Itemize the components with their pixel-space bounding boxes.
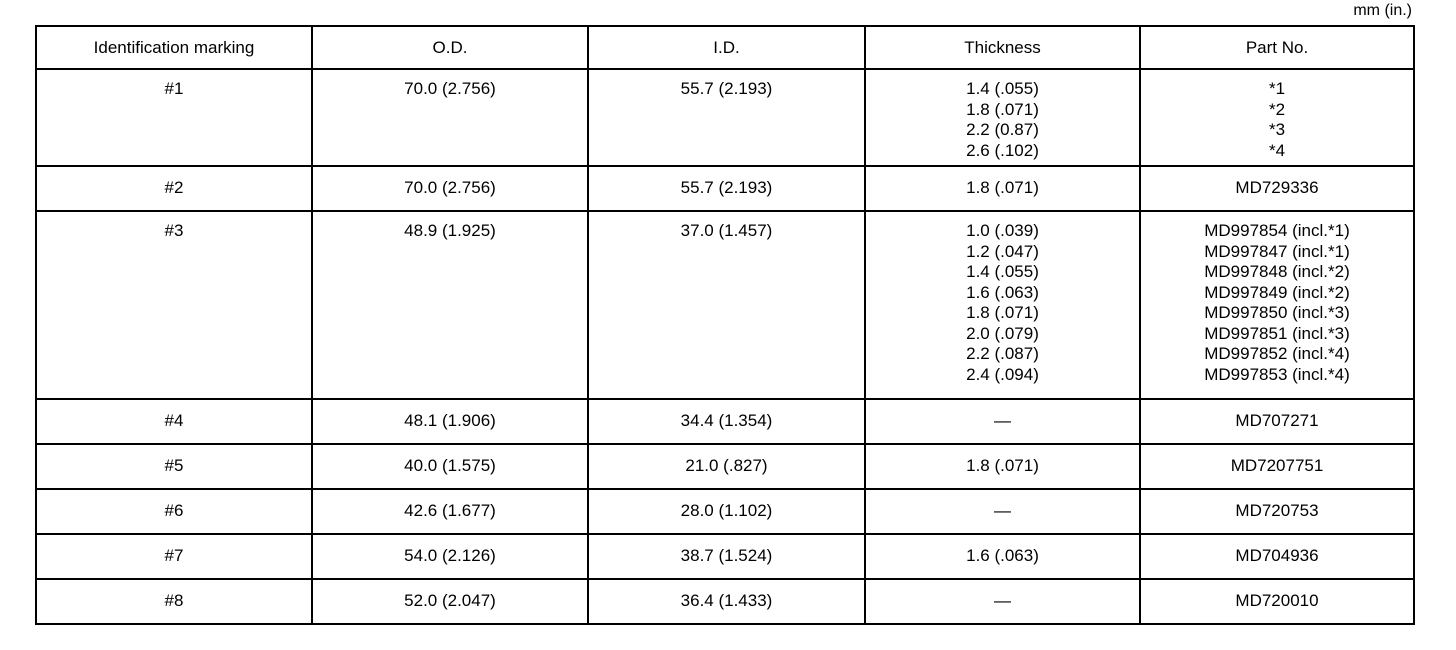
unit-note: mm (in.)	[1353, 2, 1412, 19]
table-row	[36, 444, 1414, 489]
thickness-cell	[865, 579, 1140, 624]
part-no-cell-line: MD729336	[1235, 178, 1319, 198]
part-no-cell-line: MD997852 (incl.*4)	[1204, 344, 1350, 363]
thickness-cell-line: 1.4 (.055)	[966, 262, 1039, 281]
part-no-cell-lines	[1235, 178, 1318, 199]
thickness-cell	[865, 399, 1140, 444]
id-cell-text: 34.4 (1.354)	[680, 411, 773, 431]
part-no-cell	[1140, 211, 1414, 399]
id-cell	[588, 444, 865, 489]
column-header-thickness: Thickness	[865, 26, 1140, 69]
table-row	[36, 399, 1414, 444]
identification-cell	[36, 444, 312, 489]
column-header-part-no: Part No.	[1140, 26, 1414, 69]
identification-cell-text: #4	[164, 411, 184, 431]
table-row	[36, 534, 1414, 579]
thickness-cell-line: 2.2 (.087)	[966, 344, 1039, 363]
od-cell-text: 42.6 (1.677)	[404, 501, 496, 521]
part-no-cell-lines	[1204, 221, 1350, 385]
id-cell-text: 21.0 (.827)	[685, 456, 768, 476]
part-no-cell-line: *3	[1268, 120, 1286, 139]
part-no-cell-line: MD997849 (incl.*2)	[1204, 282, 1350, 302]
identification-cell-text: #6	[164, 501, 184, 521]
part-no-cell-lines	[1235, 591, 1318, 612]
thickness-cell-line: —	[994, 411, 1011, 431]
table-row	[36, 166, 1414, 211]
thickness-cell-line: 1.8 (.071)	[966, 178, 1039, 198]
od-cell-text: 52.0 (2.047)	[404, 591, 496, 611]
part-no-cell-line: MD997847 (incl.*1)	[1204, 241, 1350, 261]
part-no-cell-line: MD704936	[1235, 546, 1319, 566]
part-no-cell	[1140, 579, 1414, 624]
thickness-cell-line: 2.0 (.079)	[966, 323, 1039, 343]
id-cell	[588, 579, 865, 624]
id-cell-text: 36.4 (1.433)	[680, 591, 773, 611]
table-row	[36, 579, 1414, 624]
table-row	[36, 69, 1414, 166]
thickness-cell-lines	[966, 221, 1039, 385]
identification-cell-text: #3	[164, 221, 184, 240]
part-no-cell-lines	[1231, 456, 1324, 477]
part-no-cell	[1140, 166, 1414, 211]
identification-cell	[36, 489, 312, 534]
identification-cell	[36, 399, 312, 444]
table-body	[36, 69, 1414, 624]
id-cell	[588, 489, 865, 534]
od-cell	[312, 579, 588, 624]
id-cell-text: 55.7 (2.193)	[680, 178, 773, 198]
identification-cell	[36, 69, 312, 166]
od-cell-text: 48.1 (1.906)	[404, 411, 496, 431]
thickness-cell-line: —	[994, 591, 1011, 611]
id-cell-text: 55.7 (2.193)	[680, 79, 773, 98]
thickness-cell-lines	[994, 591, 1011, 612]
id-cell	[588, 211, 865, 399]
thickness-cell-lines	[966, 456, 1039, 477]
identification-cell-text: #1	[164, 79, 184, 98]
table-header-row	[36, 26, 1414, 69]
part-no-cell-line: MD997851 (incl.*3)	[1204, 323, 1350, 343]
part-no-cell-line: MD720753	[1235, 501, 1319, 521]
identification-cell-text: #8	[164, 591, 184, 611]
part-no-cell	[1140, 69, 1414, 166]
table-row	[36, 211, 1414, 399]
thickness-cell	[865, 166, 1140, 211]
thickness-cell-line: 1.6 (.063)	[966, 546, 1039, 566]
identification-cell	[36, 166, 312, 211]
part-no-cell-line: *2	[1268, 99, 1286, 119]
thickness-cell-line: —	[994, 501, 1011, 521]
part-no-cell	[1140, 399, 1414, 444]
id-cell	[588, 534, 865, 579]
part-no-cell	[1140, 444, 1414, 489]
od-cell-text: 70.0 (2.756)	[404, 79, 496, 98]
od-cell	[312, 69, 588, 166]
id-cell-text: 37.0 (1.457)	[680, 221, 773, 240]
thickness-cell-line: 2.6 (.102)	[966, 140, 1039, 160]
thickness-cell-line: 1.4 (.055)	[966, 79, 1039, 98]
identification-cell-text: #5	[164, 456, 184, 476]
od-cell	[312, 399, 588, 444]
id-cell	[588, 69, 865, 166]
part-no-cell-line: *4	[1268, 140, 1286, 160]
part-no-cell-line: MD720010	[1235, 591, 1319, 611]
spacer-spec-table	[35, 25, 1415, 625]
part-no-cell-lines	[1235, 546, 1318, 567]
identification-cell	[36, 579, 312, 624]
id-cell-text: 28.0 (1.102)	[680, 501, 773, 521]
thickness-cell-line: 1.8 (.071)	[966, 456, 1039, 476]
thickness-cell	[865, 444, 1140, 489]
thickness-cell	[865, 534, 1140, 579]
thickness-cell-line: 1.0 (.039)	[966, 221, 1039, 240]
part-no-cell-line: MD707271	[1235, 411, 1319, 431]
identification-cell	[36, 211, 312, 399]
thickness-cell	[865, 69, 1140, 166]
table-row	[36, 489, 1414, 534]
thickness-cell-lines	[966, 178, 1039, 199]
identification-cell-text: #2	[164, 178, 184, 198]
part-no-cell-line: MD7207751	[1230, 456, 1324, 476]
id-cell	[588, 399, 865, 444]
od-cell	[312, 534, 588, 579]
part-no-cell-line: MD997848 (incl.*2)	[1204, 262, 1350, 281]
od-cell-text: 54.0 (2.126)	[404, 546, 496, 566]
identification-cell-text: #7	[164, 546, 184, 566]
part-no-cell-lines	[1235, 501, 1318, 522]
od-cell	[312, 166, 588, 211]
id-cell	[588, 166, 865, 211]
column-header-id: I.D.	[588, 26, 865, 69]
thickness-cell-lines	[994, 501, 1011, 522]
thickness-cell	[865, 489, 1140, 534]
od-cell	[312, 489, 588, 534]
part-no-cell-line: MD997853 (incl.*4)	[1204, 364, 1350, 384]
identification-cell	[36, 534, 312, 579]
column-header-identification: Identification marking	[36, 26, 312, 69]
thickness-cell	[865, 211, 1140, 399]
thickness-cell-lines	[966, 79, 1039, 161]
id-cell-text: 38.7 (1.524)	[680, 546, 773, 566]
thickness-cell-lines	[994, 411, 1011, 432]
thickness-cell-line: 1.2 (.047)	[966, 241, 1039, 261]
part-no-cell	[1140, 489, 1414, 534]
part-no-cell	[1140, 534, 1414, 579]
part-no-cell-lines	[1235, 411, 1318, 432]
thickness-cell-lines	[966, 546, 1039, 567]
column-header-od: O.D.	[312, 26, 588, 69]
od-cell	[312, 444, 588, 489]
od-cell-text: 70.0 (2.756)	[404, 178, 496, 198]
part-no-cell-line: MD997854 (incl.*1)	[1204, 221, 1350, 240]
part-no-cell-line: *1	[1268, 79, 1286, 98]
od-cell	[312, 211, 588, 399]
thickness-cell-line: 2.4 (.094)	[966, 364, 1039, 384]
part-no-cell-line: MD997850 (incl.*3)	[1204, 303, 1350, 322]
thickness-cell-line: 1.8 (.071)	[966, 99, 1039, 119]
od-cell-text: 48.9 (1.925)	[404, 221, 496, 240]
thickness-cell-line: 2.2 (0.87)	[966, 120, 1039, 139]
thickness-cell-line: 1.8 (.071)	[966, 303, 1039, 322]
thickness-cell-line: 1.6 (.063)	[966, 282, 1039, 302]
part-no-cell-lines	[1269, 79, 1285, 161]
od-cell-text: 40.0 (1.575)	[404, 456, 496, 476]
